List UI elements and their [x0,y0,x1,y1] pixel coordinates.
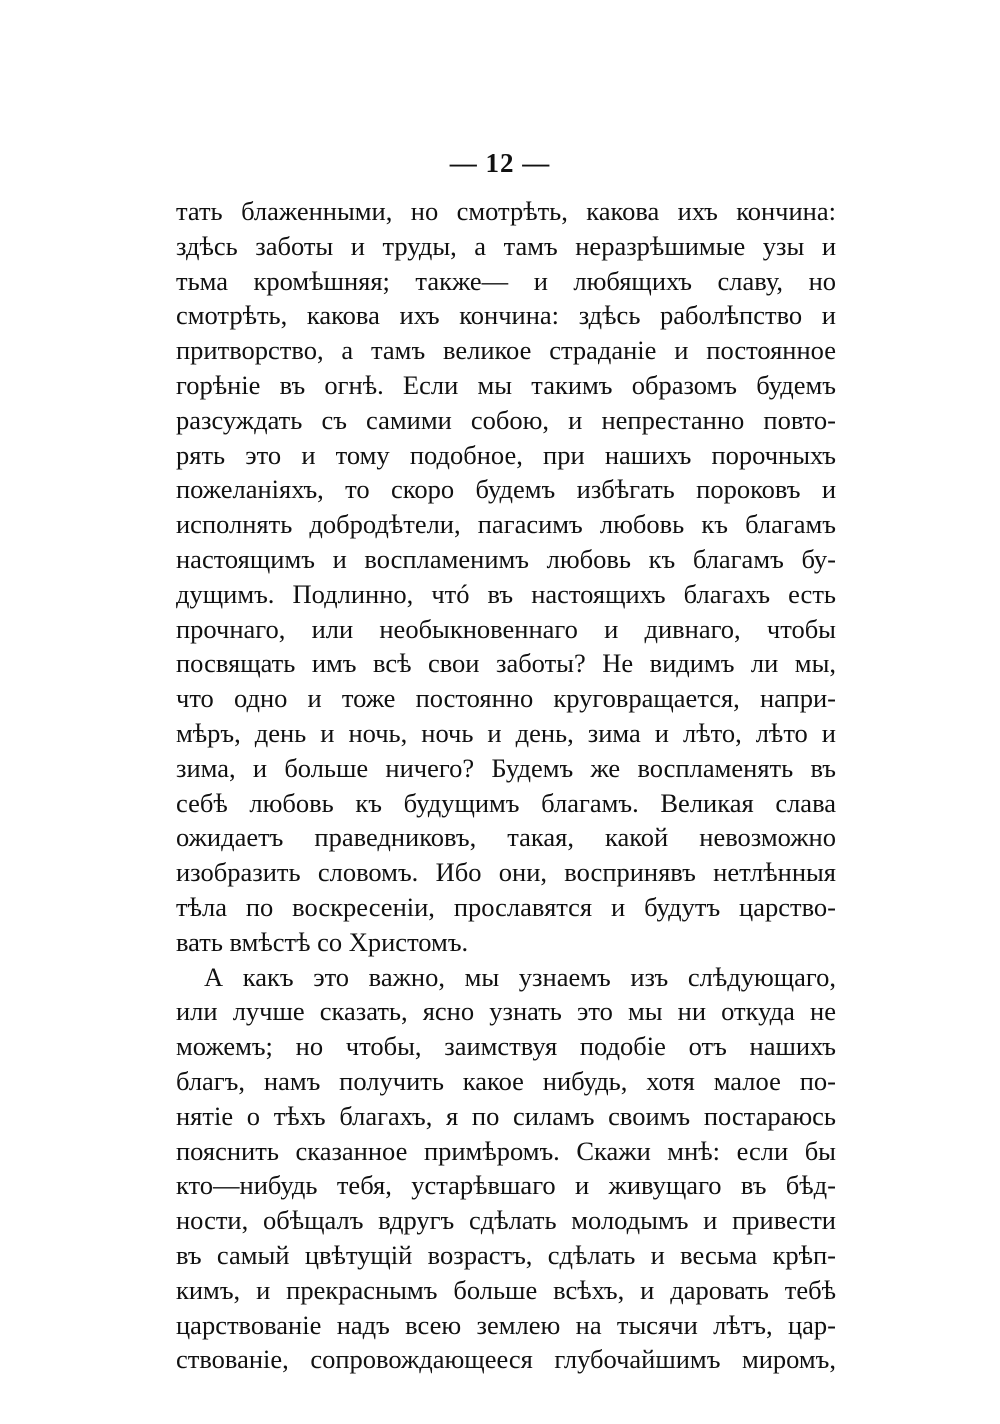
text-line: горѣніе въ огнѣ. Если мы такимъ образомъ будемъ [176,369,836,400]
text-line: тать блаженными, но смотрѣть, какова ихъ кончина: [176,196,836,226]
body-text [176,194,836,1377]
text-line: А какъ это важно, мы узнаемъ изъ слѣдующаго, [204,961,836,992]
text-line: прочнаго, или необыкновеннаго и дивнаго, чтобы [176,613,836,644]
text-line: кто—нибудь тебя, устарѣвшаго и живущаго въ бѣд- [176,1170,836,1201]
text-line: ожидаетъ праведниковъ, такая, какой невозможно [176,822,836,853]
text-line: рять это и тому подобное, при нашихъ порочныхъ [176,439,836,470]
text-line: себѣ любовь къ будущимъ благамъ. Великая слава [176,787,836,818]
text-line: притворство, а тамъ великое страданіе и постоянное [176,335,836,366]
text-line: нятіе о тѣхъ благахъ, я по силамъ своимъ постараюсь [176,1100,836,1131]
text-line: что одно и тоже постоянно круговращается, напри- [176,683,836,714]
text-line: здѣсь заботы и труды, а тамъ неразрѣшимые узы и [176,230,836,261]
text-line: мѣръ, день и ночь, ночь и день, зима и лѣто, лѣто и [176,717,836,748]
text-line: разсуждать съ самими собою, и непрестанно повто- [176,404,836,435]
text-line: пояснить сказанное примѣромъ. Скажи мнѣ: если бы [176,1135,836,1166]
text-line: настоящимъ и воспламенимъ любовь къ благамъ бу- [176,543,836,574]
text-line: кимъ, и прекраснымъ больше всѣхъ, и даровать тебѣ [176,1274,836,1305]
text-line: тьма кромѣшняя; также— и любящихъ славу, но [176,265,836,296]
text-line: посвящать имъ всѣ свои заботы? Не видимъ ли мы, [176,648,836,679]
text-line: зима, и больше ничего? Будемъ же воспламенять въ [176,752,836,783]
page-number: — 12 — [449,148,551,178]
text-line: царствованіе надъ всею землею на тысячи лѣтъ, цар- [176,1309,836,1340]
text-line: дущимъ. Подлинно, чтó въ настоящихъ благахъ есть [176,578,836,609]
paragraph-1 [176,194,836,960]
text-line: ствованіе, сопровождающееся глубочайшимъ миромъ, [176,1344,836,1375]
text-line: изобразить словомъ. Ибо они, воспринявъ нетлѣнныя [176,857,836,888]
text-line: ности, обѣщалъ вдругъ сдѣлать молодымъ и привести [176,1205,836,1236]
text-line: благъ, намъ получить какое нибудь, хотя малое по- [176,1065,836,1096]
text-line: исполнять добродѣтели, пагасимъ любовь къ благамъ [176,509,836,540]
text-line: смотрѣть, какова ихъ кончина: здѣсь раболѣпство и [176,300,836,331]
text-line: тѣла по воскресеніи, прославятся и будутъ царство- [176,891,836,922]
paragraph-2 [176,960,836,1378]
text-line: въ самый цвѣтущій возрастъ, сдѣлать и весьма крѣп- [176,1239,836,1270]
text-line: пожеланіяхъ, то скоро будемъ избѣгать пороковъ и [176,474,836,505]
text-line: вать вмѣстѣ со Христомъ. [176,926,469,957]
text-line: или лучше сказать, ясно узнать это мы ни откуда не [176,996,836,1027]
text-line: можемъ; но чтобы, заимствуя подобіе отъ нашихъ [176,1031,836,1062]
